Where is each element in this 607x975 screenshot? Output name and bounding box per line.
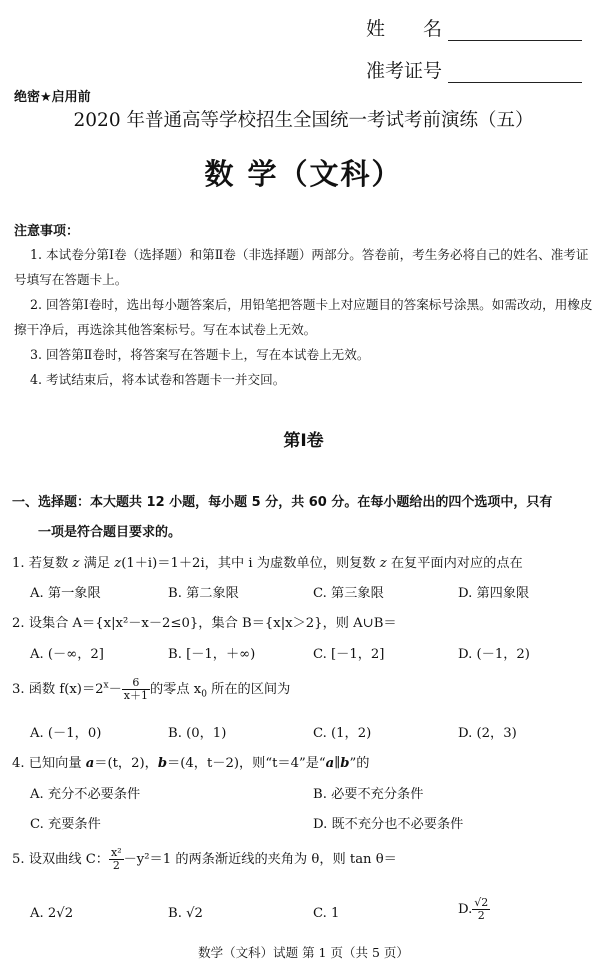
q1-option-b: B. 第二象限 — [168, 586, 239, 601]
q3-option-b: B. (0，1) — [168, 726, 227, 741]
name-field — [366, 14, 582, 41]
q4-option-a: A. 充分不必要条件 — [30, 787, 141, 802]
q5-option-b: B. √2 — [168, 906, 203, 921]
question-4: 4. 已知向量 a＝(t，2)，b＝(4，t－2)，则“t＝4”是“a∥b”的 — [12, 756, 370, 771]
q1-option-d: D. 第四象限 — [458, 586, 530, 601]
note-item-4: 4. 考试结束后，将本试卷和答题卡一并交回。 — [30, 372, 286, 387]
name-blank — [448, 40, 582, 41]
name-label: 姓 名 — [366, 18, 443, 40]
question-1: 1. 若复数 z 满足 z(1＋i)＝1＋2i，其中 i 为虚数单位，则复数 z 在复平面内对应的点在 — [12, 556, 523, 571]
q4-option-c: C. 充要条件 — [30, 817, 101, 832]
secret-mark: 绝密★启用前 — [14, 90, 91, 105]
notes-heading: 注意事项： — [14, 224, 80, 239]
id-field — [366, 56, 582, 83]
question-5: 5. 设双曲线 C： $\frac{\text{x²}}{2}$ －y²＝1 的两条渐近线的夹角为 θ，则 tan θ＝ — [12, 846, 397, 872]
q3-fraction: $\frac{6}{x+1}$ — [123, 676, 148, 702]
subject-title: 数 学（文科） — [204, 157, 403, 191]
note-item-3: 3. 回答第Ⅱ卷时，将答案写在答题卡上，写在本试卷上无效。 — [30, 347, 370, 362]
q2-option-b: B. [－1，＋∞) — [168, 647, 256, 662]
question-3: 3. 函数 $f(x)=2^x-$ $\frac{6}{x+1}$ 的零点 $x_0$ 所在的区间为 — [12, 676, 291, 702]
part-title: 第Ⅰ卷 — [283, 431, 324, 451]
q3-option-a: A. (－1，0) — [30, 726, 102, 741]
q4-option-d: D. 既不充分也不必要条件 — [313, 817, 464, 832]
section-heading — [12, 488, 602, 548]
id-blank — [448, 82, 582, 83]
q2-option-c: C. [－1，2] — [313, 647, 385, 662]
q3-option-c: C. (1，2) — [313, 726, 372, 741]
page-footer: 数学（文科）试题 第 1 页（共 5 页） — [198, 945, 409, 960]
exam-title: 2020 年普通高等学校招生全国统一考试考前演练（五） — [73, 110, 534, 131]
question-2: 2. 设集合 A＝{x|x²－x－2≤0}，集合 B＝{x|x＞2}，则 A∪B＝ — [12, 616, 397, 631]
q1-option-c: C. 第三象限 — [313, 586, 384, 601]
q1-option-a: A. 第一象限 — [30, 586, 101, 601]
section-line-1: 一、选择题：本大题共 12 小题，每小题 5 分，共 60 分。在每小题给出的四个选项中，只有 — [12, 495, 553, 510]
section-line-2: 一项是符合题目要求的。 — [38, 525, 182, 540]
q5-option-d-fraction: $\frac{√2}{2}$ — [474, 896, 489, 922]
q5-fraction: $\frac{\text{x²}}{2}$ — [111, 846, 122, 872]
q3-option-d: D. (2，3) — [458, 726, 517, 741]
note-item-1: 1. 本试卷分第Ⅰ卷（选择题）和第Ⅱ卷（非选择题）两部分。答卷前，考生务必将自己的姓名、准考证号填写在答题卡上。 — [14, 247, 589, 287]
q5-option-a: A. 2√2 — [30, 906, 74, 921]
q4-option-b: B. 必要不充分条件 — [313, 787, 424, 802]
q2-option-d: D. (－1，2) — [458, 647, 530, 662]
q5-option-c: C. 1 — [313, 906, 340, 921]
id-label: 准考证号 — [366, 60, 443, 82]
note-item-2: 2. 回答第Ⅰ卷时，选出每小题答案后，用铅笔把答题卡上对应题目的答案标号涂黑。如需改动，用橡皮擦干净后，再选涂其他答案标号。写在本试卷上无效。 — [14, 297, 593, 337]
q2-option-a: A. (－∞，2] — [30, 647, 104, 662]
q5-option-d: D. $\frac{√2}{2}$ — [458, 896, 489, 922]
